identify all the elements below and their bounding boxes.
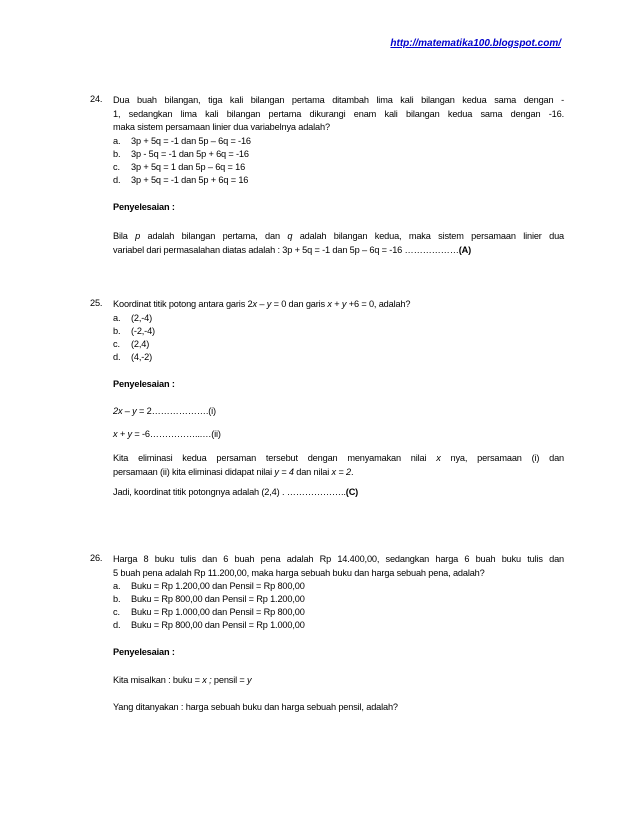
equation-2: x + y = -6……………...…(ii) xyxy=(113,428,221,439)
option-b: b. Buku = Rp 800,00 dan Pensil = Rp 1.200,00 xyxy=(113,594,305,604)
option-b: b. (-2,-4) xyxy=(113,325,155,336)
option-d: d. Buku = Rp 800,00 dan Pensil = Rp 1.000,00 xyxy=(113,620,305,630)
conclusion-line: Jadi, koordinat titik potongnya adalah (2,4) . ………………..(C) xyxy=(113,487,359,497)
option-c: c. (2,4) xyxy=(113,338,150,349)
option-c: c. Buku = Rp 1.000,00 dan Pensil = Rp 800,00 xyxy=(113,607,305,617)
option-b: b. 3p - 5q = -1 dan 5p + 6q = -16 xyxy=(113,148,249,159)
question-stem-line: Dua buah bilangan, tiga kali bilangan pertama ditambah lima kali bilangan kedua sama dengan - xyxy=(113,95,564,105)
solution-line: variabel dari permasalahan diatas adalah : 3p + 5q = -1 dan 5p – 6q = -16 ………………(A) xyxy=(113,244,472,255)
question-26 xyxy=(90,553,564,715)
solution-title: Penyelesaian : xyxy=(113,378,175,389)
solution-title: Penyelesaian : xyxy=(113,201,175,212)
header-link[interactable]: http://matematika100.blogspot.com/ xyxy=(390,38,561,49)
question-number: 25. xyxy=(90,298,103,308)
question-number: 24. xyxy=(90,94,103,104)
question-25 xyxy=(90,298,564,500)
option-a: a. (2,-4) xyxy=(113,312,153,323)
substitution-line: Kita misalkan : buku = x ; pensil = y xyxy=(113,674,252,685)
solution-line: Kita eliminasi kedua persaman tersebut dengan menyamakan nilai x nya, persamaan (i) dan xyxy=(113,453,564,463)
equation-1: 2x – y = 2……………….(i) xyxy=(113,406,216,416)
question-stem-line: Koordinat titik potong antara garis 2x – y = 0 dan garis x + y +6 = 0, adalah? xyxy=(113,299,411,309)
option-d: d. (4,-2) xyxy=(113,351,153,362)
question-stem-line: Harga 8 buku tulis dan 6 buah pena adalah Rp 14.400,00, sedangkan harga 6 buah buku tulis dan xyxy=(113,554,564,564)
answer-label: (A) xyxy=(458,244,472,255)
solution-line: persamaan (ii) kita eliminasi didapat nilai y = 4 dan nilai x = 2. xyxy=(113,466,354,477)
question-stem-line: maka sistem persamaan linier dua variabelnya adalah? xyxy=(113,122,330,132)
option-a: a. 3p + 5q = -1 dan 5p – 6q = -16 xyxy=(113,135,251,146)
asked-line: Yang ditanyakan : harga sebuah buku dan harga sebuah pensil, adalah? xyxy=(113,702,398,712)
solution-line: Bila p adalah bilangan pertama, dan q adalah bilangan kedua, maka sistem persamaan linier dua xyxy=(113,231,564,241)
solution-title: Penyelesaian : xyxy=(113,647,175,657)
question-number: 26. xyxy=(90,553,103,563)
question-stem-line: 1, sedangkan lima kali bilangan pertama dikurangi enam kali bilangan kedua sama dengan -16. xyxy=(113,108,564,119)
option-c: c. 3p + 5q = 1 dan 5p – 6q = 16 xyxy=(113,161,246,172)
option-d: d. 3p + 5q = -1 dan 5p + 6q = 16 xyxy=(113,174,249,185)
option-a: a. Buku = Rp 1.200,00 dan Pensil = Rp 800,00 xyxy=(113,581,305,591)
question-stem-line: 5 buah pena adalah Rp 11.200,00, maka harga sebuah buku dan harga sebuah pena, adalah? xyxy=(113,567,485,578)
question-24 xyxy=(90,94,564,255)
answer-label: (C) xyxy=(345,487,359,497)
